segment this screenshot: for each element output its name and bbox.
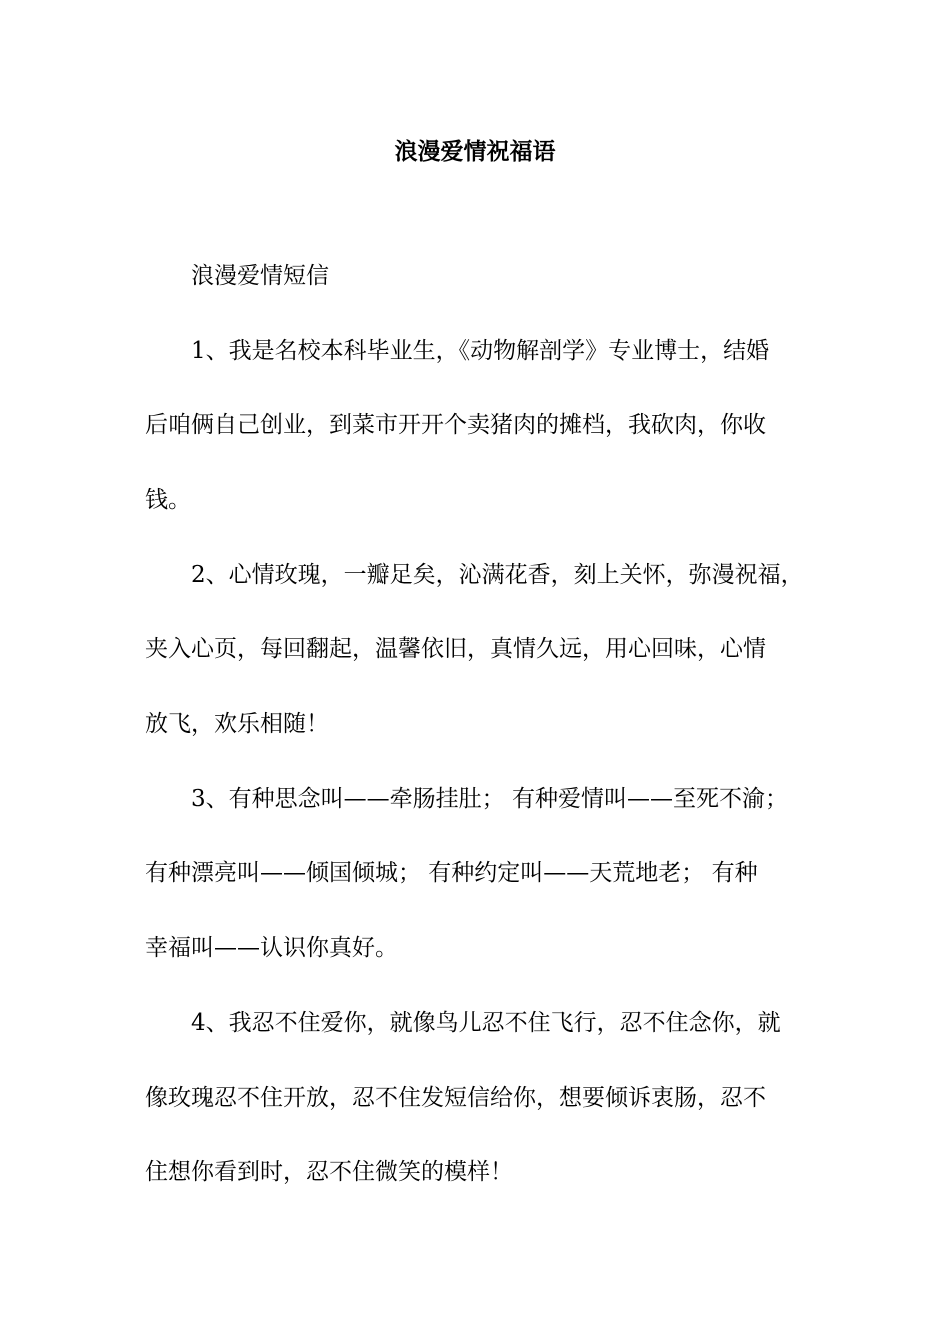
paragraph-1-line-3: 钱。 xyxy=(145,487,191,513)
paragraph-2-line-1: 2、心情玫瑰，一瓣足矣，沁满花香，刻上关怀，弥漫祝福， xyxy=(191,562,804,588)
paragraph-3-line-2: 有种漂亮叫——倾国倾城； 有种约定叫——天荒地老； 有种 xyxy=(145,860,758,886)
paragraph-1-line-2: 后咱俩自己创业，到菜市开开个卖猪肉的摊档，我砍肉，你收 xyxy=(145,412,766,438)
paragraph-1-line-1: 1、我是名校本科毕业生，《动物解剖学》专业博士，结婚 xyxy=(191,338,770,364)
paragraph-3-line-1: 3、有种思念叫——牵肠挂肚； 有种爱情叫——至死不渝； xyxy=(191,786,788,812)
document-title: 浪漫爱情祝福语 xyxy=(394,138,556,165)
paragraph-2-line-2: 夹入心页，每回翻起，温馨依旧，真情久远，用心回味，心情 xyxy=(145,636,766,662)
paragraph-3-line-3: 幸福叫——认识你真好。 xyxy=(145,935,398,961)
paragraph-4-line-1: 4、我忍不住爱你，就像鸟儿忍不住飞行，忍不住念你，就 xyxy=(191,1010,781,1036)
paragraph-4-line-2: 像玫瑰忍不住开放，忍不住发短信给你，想要倾诉衷肠，忍不 xyxy=(145,1085,766,1111)
section-heading: 浪漫爱情短信 xyxy=(191,263,329,289)
paragraph-4-line-3: 住想你看到时，忍不住微笑的模样！ xyxy=(145,1159,513,1185)
paragraph-2-line-3: 放飞，欢乐相随！ xyxy=(145,711,329,737)
